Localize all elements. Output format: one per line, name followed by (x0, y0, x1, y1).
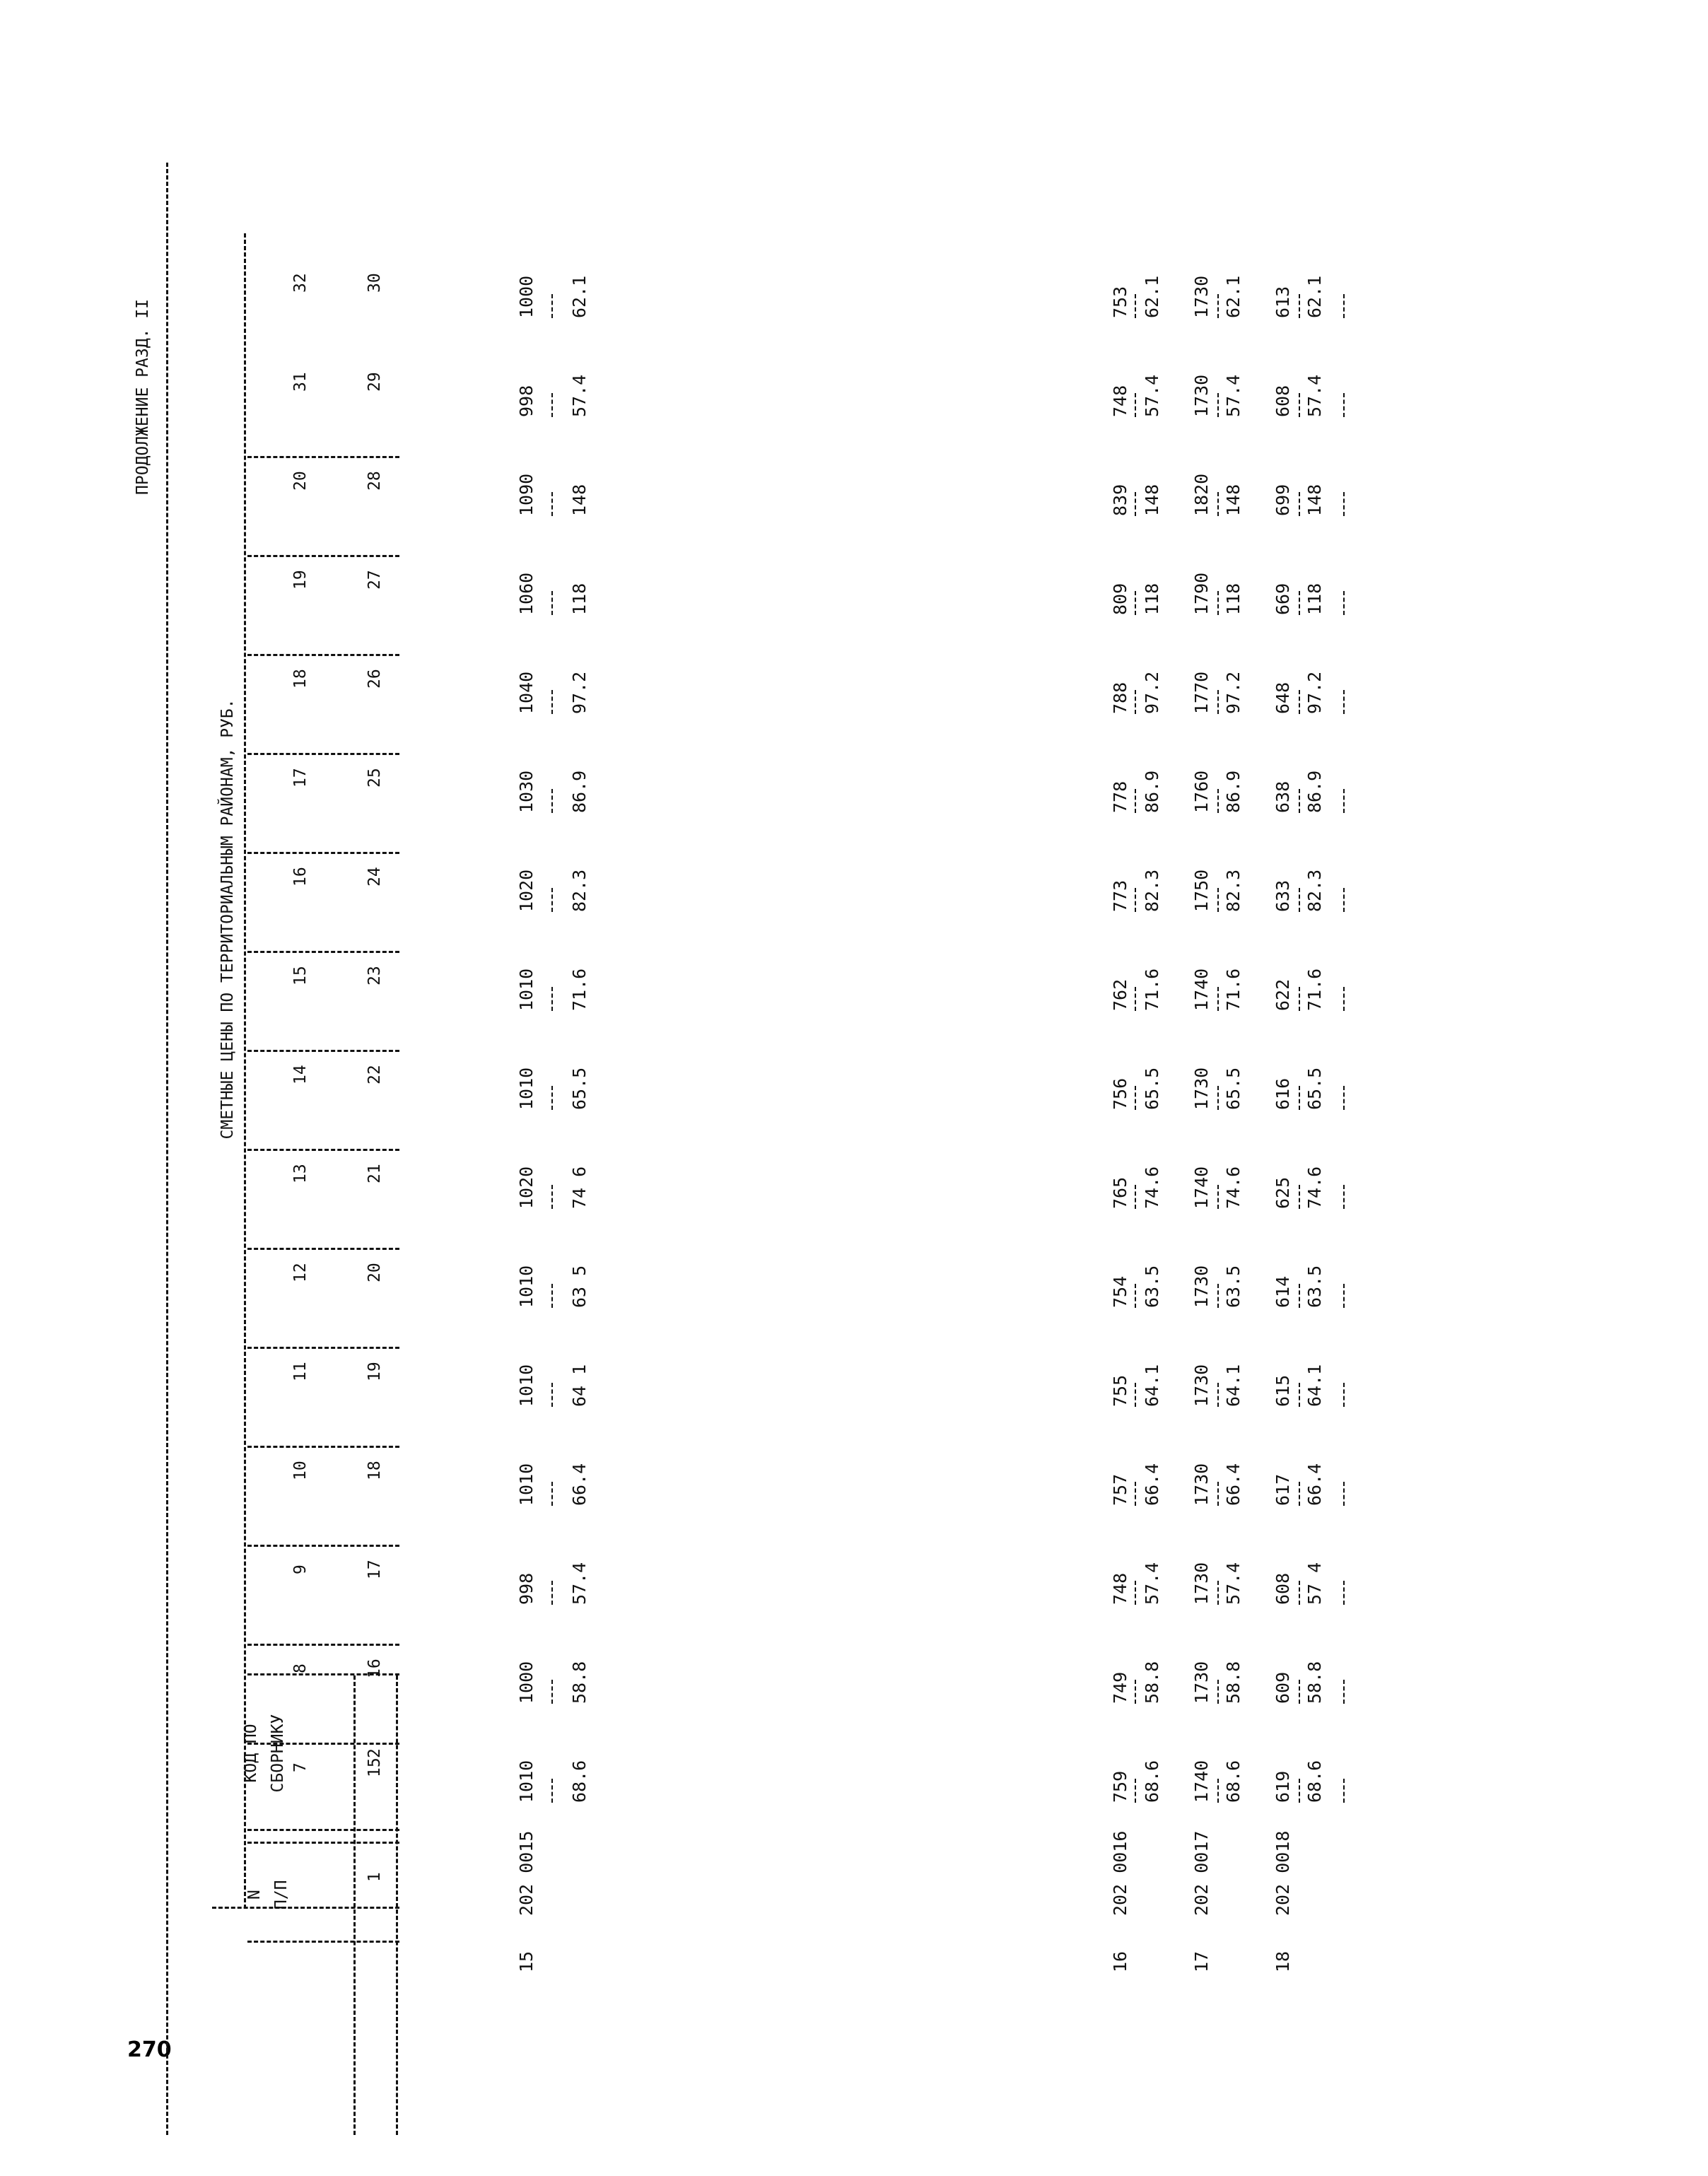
price-value: 97.2 (1223, 671, 1244, 714)
price-value: 1730 (1191, 1463, 1212, 1506)
fraction-dash (1135, 294, 1136, 318)
price-value: 57.4 (1304, 374, 1325, 417)
fraction-dash (551, 1284, 553, 1308)
district-header-bottom: 25 (365, 768, 384, 788)
price-value: 66.4 (1304, 1463, 1325, 1506)
fraction-dash (1343, 1581, 1345, 1605)
district-header-top: 9 (291, 1564, 310, 1574)
fraction-dash (551, 1482, 553, 1506)
price-value: 839 (1110, 484, 1130, 516)
district-header-top: 19 (291, 570, 310, 590)
price-value: 86.9 (1304, 770, 1325, 813)
district-header-top: 12 (291, 1263, 310, 1282)
price-value: 1090 (516, 473, 537, 516)
district-header-bottom: 16 (365, 1659, 384, 1678)
fraction-dash (551, 888, 553, 912)
district-header-bottom: 24 (365, 867, 384, 887)
price-value: 759 (1110, 1770, 1130, 1803)
header-no-label: П/П (272, 1880, 291, 1909)
fraction-dash (551, 1779, 553, 1803)
fraction-dash (551, 591, 553, 615)
price-value: 63.5 (1304, 1265, 1325, 1308)
column-divider (247, 1050, 399, 1052)
fraction-dash (1135, 690, 1136, 714)
fraction-dash (1343, 1680, 1345, 1704)
column-divider (212, 1907, 399, 1909)
fraction-dash (1135, 492, 1136, 516)
fraction-dash (1343, 888, 1345, 912)
price-value: 754 (1110, 1275, 1130, 1308)
price-value: 1730 (1191, 374, 1212, 417)
fraction-dash (1299, 690, 1300, 714)
price-value: 86.9 (1142, 770, 1162, 813)
price-value: 756 (1110, 1077, 1130, 1110)
price-value: 66.4 (1223, 1463, 1244, 1506)
price-value: 1000 (516, 275, 537, 318)
fraction-dash (1135, 591, 1136, 615)
header-number-cell: 2 (365, 1748, 384, 1758)
fraction-dash (1217, 1680, 1219, 1704)
fraction-dash (1217, 591, 1219, 615)
district-header-bottom: 20 (365, 1263, 384, 1282)
price-value: 773 (1110, 879, 1130, 912)
fraction-dash (1343, 690, 1345, 714)
row-number: 18 (1273, 1950, 1293, 1972)
fraction-dash (1135, 1581, 1136, 1605)
price-value: 62.1 (569, 275, 590, 318)
column-divider (247, 456, 399, 458)
fraction-dash (1217, 1185, 1219, 1209)
district-header-bottom: 15 (365, 1757, 384, 1777)
price-value: 58.8 (1223, 1661, 1244, 1704)
price-value: 148 (1142, 484, 1162, 516)
price-value: 82.3 (1223, 869, 1244, 912)
price-value: 788 (1110, 682, 1130, 714)
price-value: 1020 (516, 1166, 537, 1209)
price-value: 57.4 (1142, 374, 1162, 417)
price-value: 118 (1223, 583, 1244, 615)
fraction-dash (1217, 1482, 1219, 1506)
price-value: 1040 (516, 671, 537, 714)
price-value: 648 (1273, 682, 1293, 714)
fraction-dash (1217, 1581, 1219, 1605)
price-value: 638 (1273, 780, 1293, 813)
column-divider (247, 753, 399, 755)
price-value: 615 (1273, 1374, 1293, 1407)
fraction-dash (1217, 1284, 1219, 1308)
fraction-dash (1135, 1482, 1136, 1506)
price-value: 71.6 (1142, 968, 1162, 1011)
column-divider (247, 1644, 399, 1646)
price-value: 613 (1273, 286, 1293, 318)
column-divider (247, 555, 399, 557)
fraction-dash (1217, 690, 1219, 714)
fraction-dash (1299, 393, 1300, 417)
price-value: 68.6 (1142, 1760, 1162, 1803)
fraction-dash (1343, 591, 1345, 615)
price-value: 62.1 (1304, 275, 1325, 318)
fraction-dash (1217, 492, 1219, 516)
price-value: 65.5 (1142, 1067, 1162, 1110)
column-divider (247, 1941, 399, 1943)
row-code: 202 0018 (1273, 1830, 1293, 1916)
price-value: 765 (1110, 1176, 1130, 1209)
fraction-dash (1343, 1779, 1345, 1803)
fraction-dash (1299, 789, 1300, 813)
price-value: 1740 (1191, 1760, 1212, 1803)
price-value: 1730 (1191, 1661, 1212, 1704)
column-divider (247, 951, 399, 953)
price-value: 753 (1110, 286, 1130, 318)
district-header-bottom: 19 (365, 1362, 384, 1381)
price-value: 669 (1273, 583, 1293, 615)
price-value: 65.5 (1223, 1067, 1244, 1110)
price-value: 609 (1273, 1671, 1293, 1704)
price-value: 68.6 (569, 1760, 590, 1803)
district-header-bottom: 23 (365, 966, 384, 985)
fraction-dash (1135, 789, 1136, 813)
fraction-dash (551, 492, 553, 516)
price-value: 1730 (1191, 1562, 1212, 1605)
price-value: 748 (1110, 385, 1130, 417)
fraction-dash (1217, 1383, 1219, 1407)
price-value: 86.9 (569, 770, 590, 813)
price-value: 1000 (516, 1661, 537, 1704)
price-value: 64.1 (1304, 1364, 1325, 1407)
price-value: 608 (1273, 1572, 1293, 1605)
price-value: 1730 (1191, 1067, 1212, 1110)
price-value: 148 (1223, 484, 1244, 516)
row-code: 202 0015 (516, 1830, 537, 1916)
column-divider (247, 1347, 399, 1349)
district-header-top: 11 (291, 1362, 310, 1381)
price-value: 1010 (516, 1067, 537, 1110)
district-header-bottom: 30 (365, 273, 384, 293)
fraction-dash (1343, 1086, 1345, 1110)
fraction-dash (551, 987, 553, 1011)
price-value: 148 (569, 484, 590, 516)
price-value: 58.8 (569, 1661, 590, 1704)
fraction-dash (551, 1185, 553, 1209)
header-no-label: N (245, 1890, 264, 1900)
price-value: 148 (1304, 484, 1325, 516)
fraction-dash (551, 690, 553, 714)
price-value: 1820 (1191, 473, 1212, 516)
district-header-bottom: 26 (365, 669, 384, 689)
district-header-top: 20 (291, 471, 310, 491)
row-code: 202 0016 (1110, 1830, 1130, 1916)
fraction-dash (551, 789, 553, 813)
table-group-title: СМЕТНЫЕ ЦЕНЫ ПО ТЕРРИТОРИАЛЬНЫМ РАЙОНАМ, РУБ. (218, 698, 237, 1140)
price-value: 64 1 (569, 1364, 590, 1407)
fraction-dash (1135, 987, 1136, 1011)
price-value: 998 (516, 1572, 537, 1605)
price-value: 118 (1304, 583, 1325, 615)
price-value: 1750 (1191, 869, 1212, 912)
fraction-dash (1299, 1581, 1300, 1605)
price-value: 757 (1110, 1473, 1130, 1506)
column-divider (247, 1248, 399, 1250)
fraction-dash (1217, 1086, 1219, 1110)
district-header-top: 13 (291, 1164, 310, 1183)
price-value: 1010 (516, 1463, 537, 1506)
district-header-top: 14 (291, 1065, 310, 1084)
fraction-dash (1135, 888, 1136, 912)
district-header-bottom: 18 (365, 1461, 384, 1480)
fraction-dash (1299, 987, 1300, 1011)
price-value: 1730 (1191, 275, 1212, 318)
page-number: 270 (127, 2037, 172, 2062)
fraction-dash (1135, 1779, 1136, 1803)
fraction-dash (551, 393, 553, 417)
fraction-dash (1343, 393, 1345, 417)
fraction-dash (551, 1680, 553, 1704)
price-value: 74.6 (1223, 1166, 1244, 1209)
price-value: 57.4 (1223, 374, 1244, 417)
price-value: 65.5 (1304, 1067, 1325, 1110)
district-header-top: 15 (291, 966, 310, 985)
fraction-dash (1217, 294, 1219, 318)
price-value: 1010 (516, 1364, 537, 1407)
fraction-dash (1299, 1284, 1300, 1308)
price-value: 57.4 (1142, 1562, 1162, 1605)
header-code-label: СБОРНИКУ (269, 1714, 287, 1793)
price-value: 97.2 (1142, 671, 1162, 714)
price-value: 755 (1110, 1374, 1130, 1407)
fraction-dash (551, 294, 553, 318)
row-number: 15 (516, 1950, 537, 1972)
price-value: 62.1 (1142, 275, 1162, 318)
rule-line (166, 163, 168, 2135)
price-value: 62.1 (1223, 275, 1244, 318)
district-header-top: 8 (291, 1663, 310, 1673)
price-value: 1060 (516, 572, 537, 615)
header-code-label: КОД ПО (242, 1724, 260, 1783)
district-header-bottom: 29 (365, 372, 384, 392)
fraction-dash (1217, 987, 1219, 1011)
price-value: 998 (516, 385, 537, 417)
price-value: 1020 (516, 869, 537, 912)
price-value: 82.3 (569, 869, 590, 912)
district-header-bottom: 17 (365, 1560, 384, 1579)
district-header-top: 17 (291, 768, 310, 788)
fraction-dash (1299, 888, 1300, 912)
price-value: 57.4 (1223, 1562, 1244, 1605)
price-value: 617 (1273, 1473, 1293, 1506)
district-header-top: 18 (291, 669, 310, 689)
header-number-cell: 1 (365, 1872, 384, 1882)
fraction-dash (1135, 393, 1136, 417)
price-value: 1010 (516, 1265, 537, 1308)
price-value: 82.3 (1142, 869, 1162, 912)
price-value: 118 (569, 583, 590, 615)
price-value: 778 (1110, 780, 1130, 813)
price-value: 71.6 (1304, 968, 1325, 1011)
column-divider (247, 852, 399, 854)
price-value: 74 6 (569, 1166, 590, 1209)
price-value: 71.6 (1223, 968, 1244, 1011)
fraction-dash (1135, 1086, 1136, 1110)
district-header-top: 7 (291, 1762, 310, 1772)
price-value: 63 5 (569, 1265, 590, 1308)
row-code: 202 0017 (1191, 1830, 1212, 1916)
district-header-bottom: 28 (365, 471, 384, 491)
fraction-dash (1135, 1680, 1136, 1704)
price-value: 748 (1110, 1572, 1130, 1605)
price-value: 1730 (1191, 1364, 1212, 1407)
district-header-bottom: 21 (365, 1164, 384, 1183)
fraction-dash (1135, 1383, 1136, 1407)
fraction-dash (1343, 1383, 1345, 1407)
fraction-dash (1217, 1779, 1219, 1803)
district-header-bottom: 22 (365, 1065, 384, 1084)
fraction-dash (1299, 1482, 1300, 1506)
fraction-dash (1217, 888, 1219, 912)
price-value: 86.9 (1223, 770, 1244, 813)
fraction-dash (1343, 1185, 1345, 1209)
price-value: 74.6 (1304, 1166, 1325, 1209)
price-value: 614 (1273, 1275, 1293, 1308)
price-value: 58.8 (1142, 1661, 1162, 1704)
price-value: 57 4 (1304, 1562, 1325, 1605)
price-value: 63.5 (1223, 1265, 1244, 1308)
price-value: 64.1 (1223, 1364, 1244, 1407)
column-divider (247, 1446, 399, 1448)
fraction-dash (551, 1581, 553, 1605)
price-value: 65.5 (569, 1067, 590, 1110)
fraction-dash (551, 1086, 553, 1110)
fraction-dash (1343, 294, 1345, 318)
price-value: 608 (1273, 385, 1293, 417)
district-header-top: 32 (291, 273, 310, 293)
fraction-dash (1217, 789, 1219, 813)
fraction-dash (1217, 393, 1219, 417)
price-value: 1010 (516, 1760, 537, 1803)
fraction-dash (1135, 1185, 1136, 1209)
fraction-dash (1343, 987, 1345, 1011)
price-value: 57.4 (569, 374, 590, 417)
price-value: 633 (1273, 879, 1293, 912)
rule-line (244, 233, 246, 1909)
district-header-top: 16 (291, 867, 310, 887)
price-value: 1760 (1191, 770, 1212, 813)
fraction-dash (1299, 1185, 1300, 1209)
price-value: 1730 (1191, 1265, 1212, 1308)
price-value: 68.6 (1304, 1760, 1325, 1803)
price-value: 66.4 (1142, 1463, 1162, 1506)
price-value: 1740 (1191, 1166, 1212, 1209)
column-divider (247, 654, 399, 656)
fraction-dash (1299, 1383, 1300, 1407)
fraction-dash (1343, 492, 1345, 516)
price-value: 63.5 (1142, 1265, 1162, 1308)
district-header-top: 31 (291, 372, 310, 392)
price-value: 66.4 (569, 1463, 590, 1506)
fraction-dash (1135, 1284, 1136, 1308)
row-number: 17 (1191, 1950, 1212, 1972)
price-value: 74.6 (1142, 1166, 1162, 1209)
price-value: 762 (1110, 978, 1130, 1011)
price-value: 57.4 (569, 1562, 590, 1605)
price-value: 1030 (516, 770, 537, 813)
price-value: 118 (1142, 583, 1162, 615)
price-value: 699 (1273, 484, 1293, 516)
price-value: 68.6 (1223, 1760, 1244, 1803)
price-value: 809 (1110, 583, 1130, 615)
price-value: 1770 (1191, 671, 1212, 714)
column-divider (247, 1149, 399, 1151)
fraction-dash (1299, 1086, 1300, 1110)
fraction-dash (1343, 789, 1345, 813)
fraction-dash (1343, 1482, 1345, 1506)
price-value: 625 (1273, 1176, 1293, 1209)
price-value: 58.8 (1304, 1661, 1325, 1704)
fraction-dash (1299, 294, 1300, 318)
fraction-dash (1299, 1779, 1300, 1803)
price-value: 97.2 (569, 671, 590, 714)
price-value: 619 (1273, 1770, 1293, 1803)
district-header-bottom: 27 (365, 570, 384, 590)
column-divider (247, 1829, 399, 1831)
price-value: 749 (1110, 1671, 1130, 1704)
fraction-dash (1343, 1284, 1345, 1308)
running-head: ПРОДОЛЖЕНИЕ РАЗД. II (134, 299, 152, 495)
price-value: 616 (1273, 1077, 1293, 1110)
price-value: 64.1 (1142, 1364, 1162, 1407)
row-number: 16 (1110, 1950, 1130, 1972)
district-header-top: 10 (291, 1461, 310, 1480)
fraction-dash (1299, 591, 1300, 615)
price-value: 1010 (516, 968, 537, 1011)
column-divider (247, 1545, 399, 1547)
price-value: 71.6 (569, 968, 590, 1011)
price-value: 97.2 (1304, 671, 1325, 714)
fraction-dash (551, 1383, 553, 1407)
price-value: 82.3 (1304, 869, 1325, 912)
price-value: 622 (1273, 978, 1293, 1011)
fraction-dash (1299, 492, 1300, 516)
column-divider (247, 1842, 399, 1844)
price-value: 1790 (1191, 572, 1212, 615)
fraction-dash (1299, 1680, 1300, 1704)
price-value: 1740 (1191, 968, 1212, 1011)
